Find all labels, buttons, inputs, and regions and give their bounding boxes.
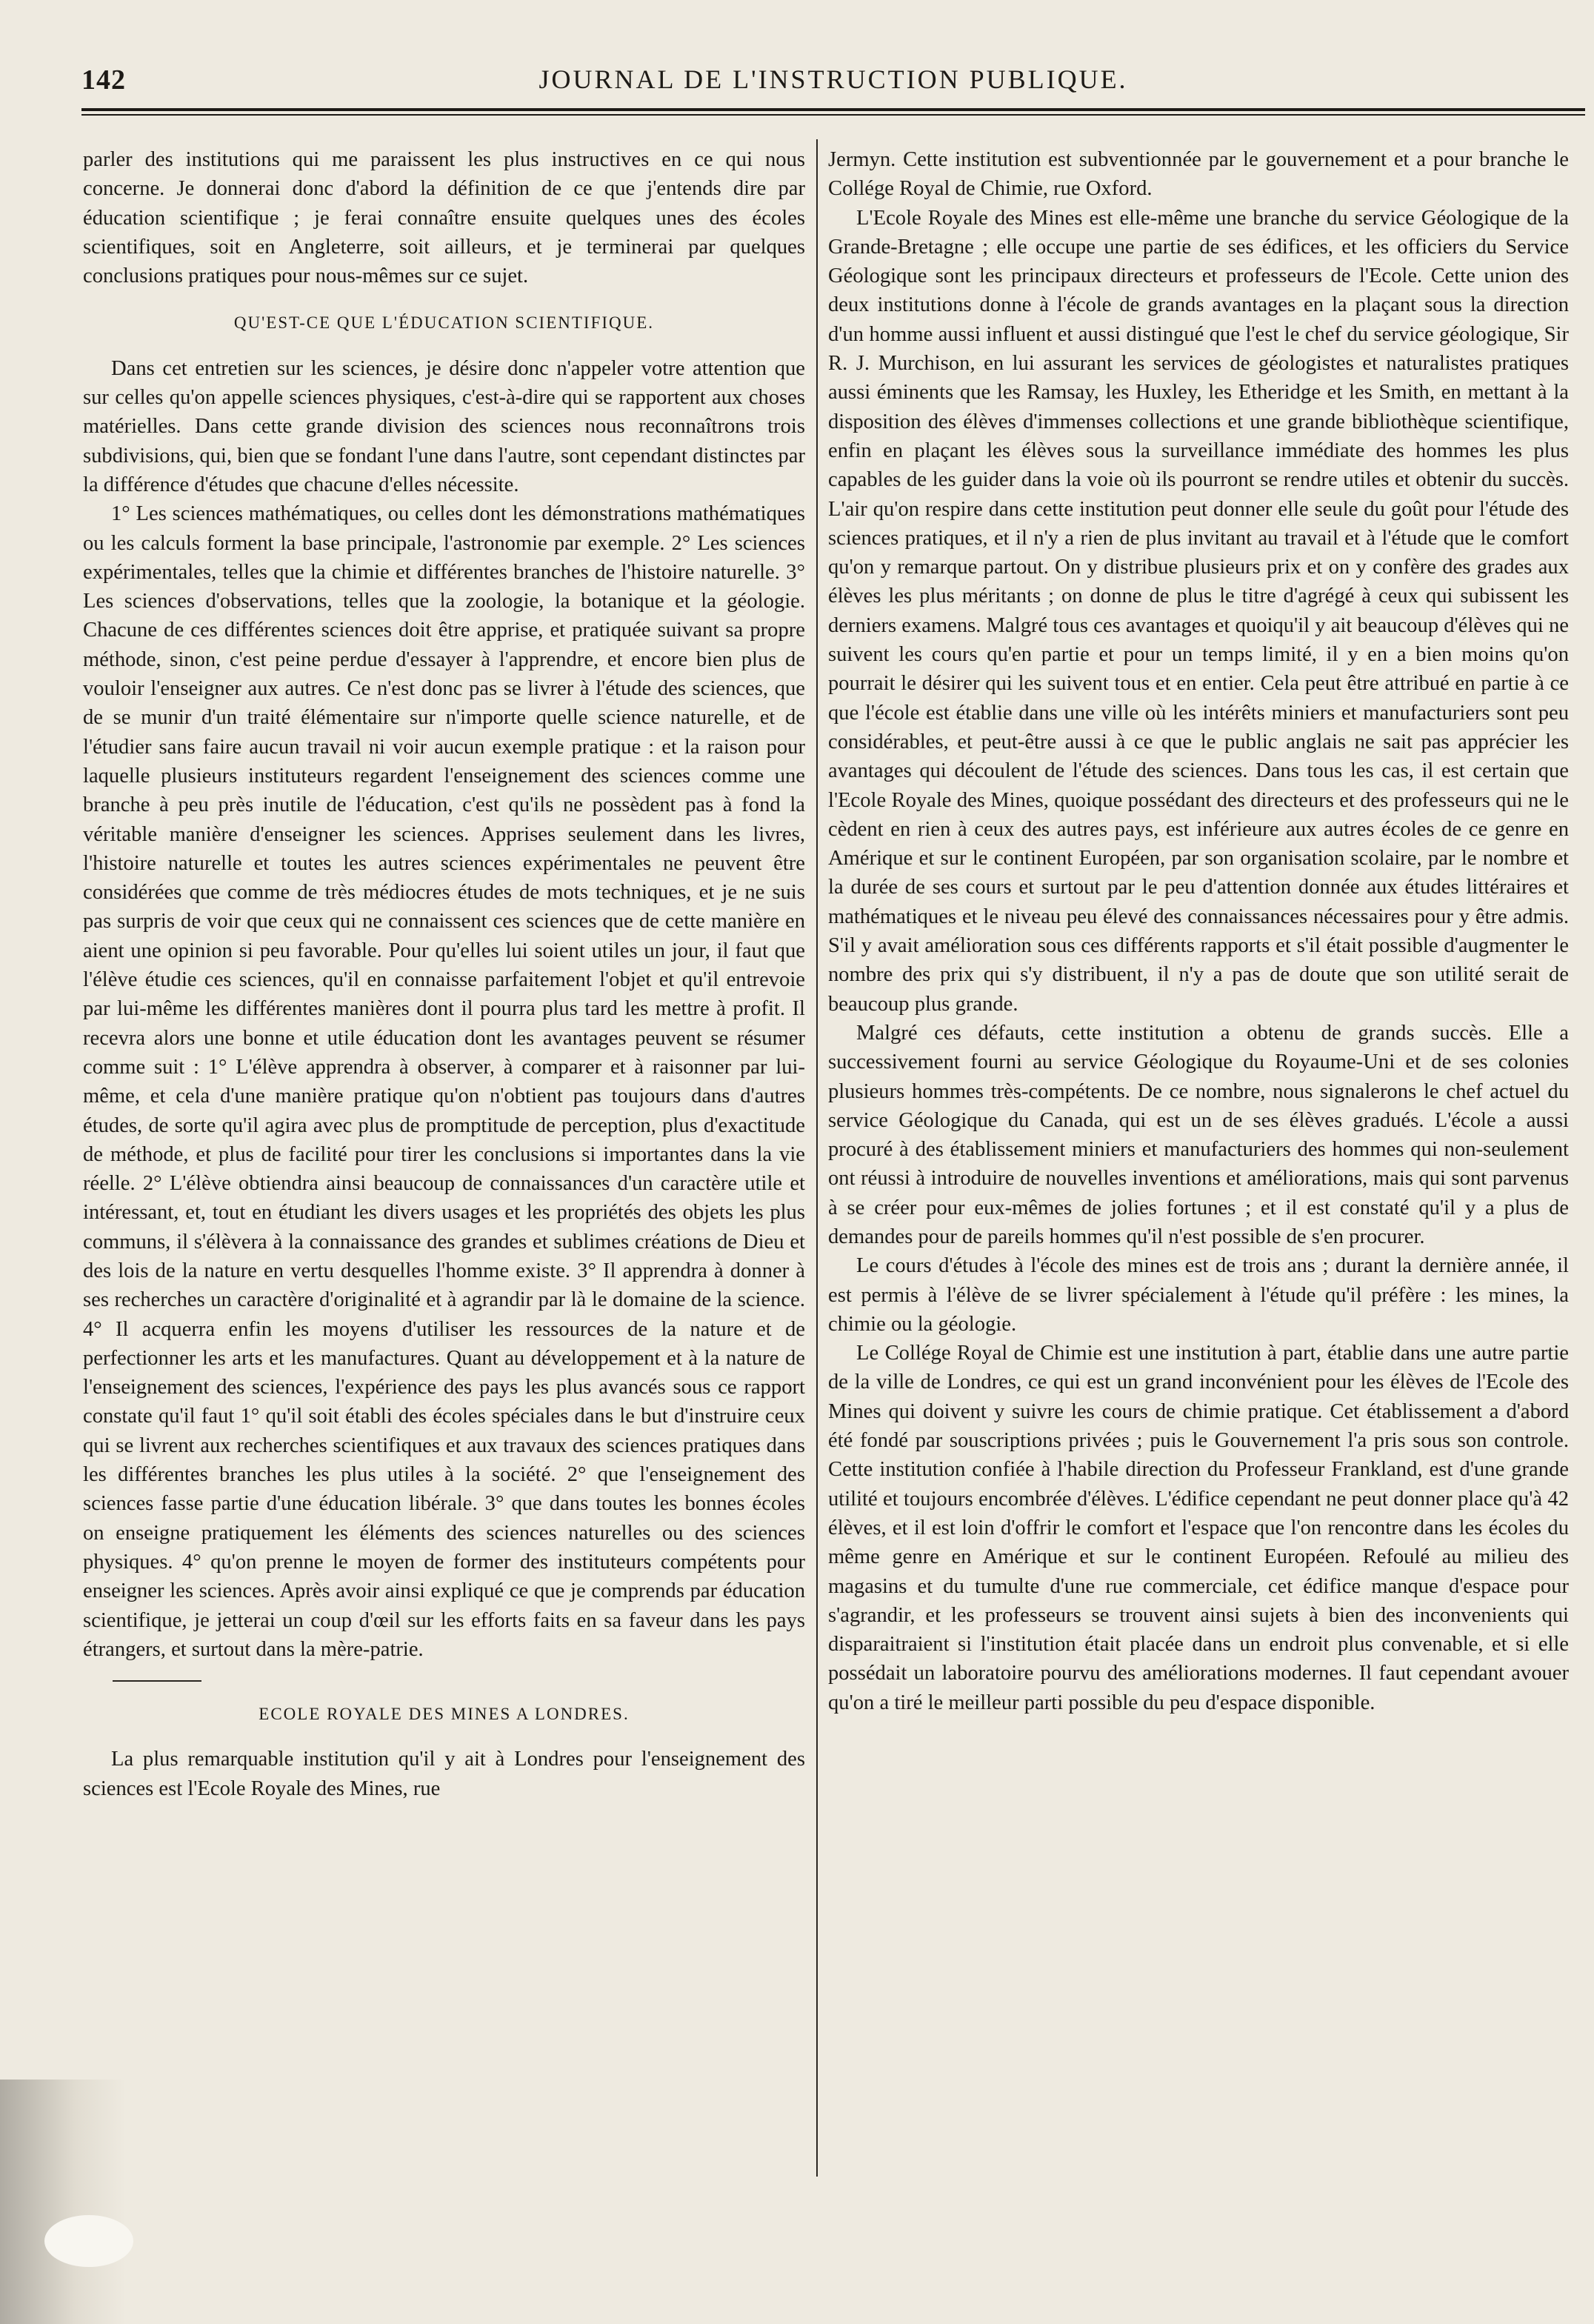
scan-edge-shadow <box>0 2080 126 2324</box>
header-rule-thin <box>81 114 1585 116</box>
column-divider <box>816 139 818 2177</box>
page-header <box>81 58 1585 107</box>
header-rule-thick <box>81 108 1585 111</box>
page-number: 142 <box>81 64 126 96</box>
paragraph: L'Ecole Royale des Mines est elle-même une branche du service Géologique de la Grande-Bretagne ; elle occupe une partie de ses édifices, et les officiers du Service Géologique sont les principaux directeurs et professeurs de l'Ecole. Cette union des deux institutions donne à l'école de grands avantages en la plaçant sous la direction d'un homme aussi influent et aussi distingué que l'est le chef du service géologique, Sir R. J. Murchison, en lui assurant les services de géologistes et naturalistes pratiques aussi éminents que les Ramsay, les Huxley, les Etheridge et les Smith, en mettant à la disposition des élèves d'immenses collections et une grande bibliothèque scientifique, enfin en plaçant les élèves sous la surveillance immédiate des hommes les plus capables de les guider dans la voie où ils pourront se rendre utiles et obtenir du succès. L'air qu'on respire dans cette institution peut donner elle seule du goût pour l'étude des sciences pratiques, et il n'y a rien de plus invitant au travail et à l'étude que le comfort qu'on y remarque partout. On y distribue plusieurs prix et on y confère des grades aux élèves les plus méritants ; on donne de plus le titre d'agrégé à ceux qui subissent les derniers examens. Malgré tous ces avantages et quoiqu'il y ait beaucoup d'élèves qui ne suivent les cours qu'en partie et pour un temps limité, il y en a bien moins qu'on pourrait le désirer qui les suivent tous et en entier. Cela peut être attribué en partie à ce que l'école est établie dans une ville où les intérêts miniers et manufacturiers sont peu considérables, et peut-être aussi à ce que le public anglais ne sait pas apprécier les avantages qui découlent de l'étude des sciences. Dans tous les cas, il est certain que l'Ecole Royale des Mines, quoique possédant des directeurs et des professeurs qui ne le cèdent en rien à ceux des autres pays, est inférieure aux autres écoles de ce genre en Amérique et sur le continent Européen, par son organisation scolaire, par le nombre et la durée de ses cours et surtout par le peu d'attention donnée aux études littéraires et mathématiques et le niveau peu élevé des connaissances nécessaires pour y être admis. S'il y avait amélioration sous ces différents rapports et s'il était possible d'augmenter le nombre des prix qui s'y distribuent, il n'y a pas de doute que son utilité serait de beaucoup plus grande. <box>828 206 1569 1016</box>
paragraph: Malgré ces défauts, cette institution a obtenu de grands succès. Elle a successivement fourni au service Géologique du Royaume-Uni et de ses colonies plusieurs hommes très-compétents. De ce nombre, nous signalerons le chef actuel du service Géologique du Canada, qui est un de ses élèves gradués. L'école a aussi procuré à des établissement miniers et manufacturiers des hommes qui non-seulement ont réussi à introduire de nouvelles inventions et améliorations, mais qui sont parvenus à se créer pour eux-mêmes de jolies fortunes ; et il est constaté qu'il y a plus de demandes pour de pareils hommes qu'il n'est possible de s'en procurer. <box>828 1021 1569 1248</box>
paragraph: 1° Les sciences mathématiques, ou celles dont les démonstrations mathématiques ou les calculs forment la base principale, l'astronomie par exemple. 2° Les sciences expérimentales, telles que la chimie et différentes branches de l'histoire naturelle. 3° Les sciences d'observations, telles que la zoologie, la botanique et la géologie. Chacune de ces différentes sciences doit être apprise, et pratiquée suivant sa propre méthode, sinon, c'est peine perdue d'essayer à l'apprendre, et encore bien plus de vouloir l'enseigner aux autres. Ce n'est donc pas se livrer à l'étude des sciences, que de se munir d'un traité élémentaire sur n'importe quelle science naturelle, et de l'étudier sans faire aucun travail ni voir aucun exemple pratique : et la raison pour laquelle plusieurs instituteurs regardent l'enseignement des sciences comme une branche à peu près inutile de l'éducation, c'est qu'ils ne possèdent pas à fond la véritable manière d'enseigner les sciences. Apprises seulement dans les livres, l'histoire naturelle et toutes les autres sciences expérimentales ne peuvent être considérées que comme de très médiocres études de mots techniques, et je ne suis pas surpris de voir que ceux qui ne connaissent ces sciences que de cette manière en aient une opinion si peu favorable. Pour qu'elles lui soient utiles un jour, il faut que l'élève étudie ces sciences, qu'il en connaisse parfaitement l'objet et qu'il entrevoie par lui-même les différentes manières dont il pourra plus tard les mettre à profit. Il recevra alors une bonne et utile éducation dont les avantages peuvent se résumer comme suit : 1° L'élève apprendra à observer, à comparer et à raisonner par lui-même, et cela d'une manière pratique qu'on n'obtient pas toujours dans d'autres études, de sorte qu'il agira avec plus de promptitude de perception, plus d'exactitude de méthode, et plus de facilité pour tirer les conclusions si importantes dans la vie réelle. 2° L'élève obtiendra ainsi beaucoup de connaissances d'un caractère utile et intéressant, et, tout en étudiant les divers usages et les propriétés des objets les plus communs, il s'élèvera à la connaissance des grandes et sublimes créations de Dieu et des lois de la nature en vertu desquelles l'homme existe. 3° Il apprendra à donner à ses recherches un caractère d'originalité et à agrandir par là le domaine de la science. 4° Il acquerra enfin les moyens d'utiliser les ressources de la nature et de perfectionner les arts et les manufactures. Quant au développement et à la nature de l'enseignement des sciences, l'expérience des pays les plus avancés sous ce rapport constate qu'il faut 1° qu'il soit établi des écoles spéciales dans le but d'instruire ceux qui se livrent aux recherches scientifiques et aux travaux des sciences pratiques dans les différentes branches les plus utiles à la société. 2° que l'enseignement des sciences fasse partie d'une éducation libérale. 3° que dans toutes les bonnes écoles on enseigne pratiquement les éléments des sciences naturelles ou des sciences physiques. 4° qu'on prenne le moyen de former des instituteurs compétents pour enseigner les sciences. Après avoir ainsi expliqué ce que je comprends par éducation scientifique, je jetterai un coup d'œil sur les efforts faits en sa faveur dans les pays étrangers, et surtout dans la mère-patrie. <box>83 502 805 1661</box>
journal-title: JOURNAL DE L'INSTRUCTION PUBLIQUE. <box>538 64 1128 94</box>
paper-blot <box>44 2215 133 2267</box>
paragraph: parler des institutions qui me paraissent les plus instructives en ce qui nous concerne. Je donnerai donc d'abord la définition de ce que j'entends dire par éducation scientifique ; je ferai connaître ensuite quelques unes des écoles scientifiques, soit en Angleterre, soit ailleurs, et je terminerai par quelques conclusions pratiques pour nous-mêmes sur ce sujet. <box>83 148 805 288</box>
right-column <box>828 145 1569 1717</box>
paragraph: Le cours d'études à l'école des mines est de trois ans ; durant la dernière année, il est permis à l'élève de se livrer spécialement à l'étude qu'il préfère : les mines, la chimie ou la géologie. <box>828 1254 1569 1336</box>
section-rule <box>113 1680 201 1682</box>
left-column <box>83 145 805 1803</box>
paragraph: La plus remarquable institution qu'il y ait à Londres pour l'enseignement des sciences est l'Ecole Royale des Mines, rue <box>83 1748 805 1800</box>
section-heading: QU'EST-CE QUE L'ÉDUCATION SCIENTIFIQUE. <box>233 313 655 333</box>
paragraph: Jermyn. Cette institution est subventionnée par le gouvernement et a pour branche le Collége Royal de Chimie, rue Oxford. <box>828 148 1569 201</box>
paragraph: Dans cet entretien sur les sciences, je désire donc n'appeler votre attention que sur celles qu'on appelle sciences physiques, c'est-à-dire qui se rapportent aux choses matérielles. Dans cette grande division des sciences nous reconnaîtrons trois subdivisions, qui, bien que se fondant l'une dans l'autre, sont cependant distinctes par la différence d'études que chacune d'elles nécessite. <box>83 356 805 496</box>
section-heading: ECOLE ROYALE DES MINES A LONDRES. <box>259 1705 630 1724</box>
paragraph: Le Collége Royal de Chimie est une institution à part, établie dans une autre partie de la ville de Londres, ce qui est un grand inconvénient pour les élèves de l'Ecole des Mines qui doivent y suivre les cours de chimie pratique. Cet établissement a d'abord été fondé par souscriptions privées ; puis le Gouvernement l'a pris sous son controle. Cette institution confiée à l'habile direction du Professeur Frankland, est d'une grande utilité et toujours encombrée d'élèves. L'édifice cependant ne peut donner place qu'à 42 élèves, et il est loin d'offrir le comfort et l'espace que l'on rencontre dans les écoles du même genre en Amérique et sur le continent Européen. Refoulé au milieu des magasins et du tumulte d'une rue commerciale, cet édifice manque d'espace pour s'agrandir, et les professeurs se trouvent ainsi sujets à bien des inconvenients qui disparaitraient si l'institution était placée dans un endroit plus convenable, et si elle possédait un laboratoire pourvu des améliorations modernes. Il faut cependant avouer qu'on a tiré le meilleur parti possible du peu d'espace disponible. <box>828 1342 1569 1714</box>
